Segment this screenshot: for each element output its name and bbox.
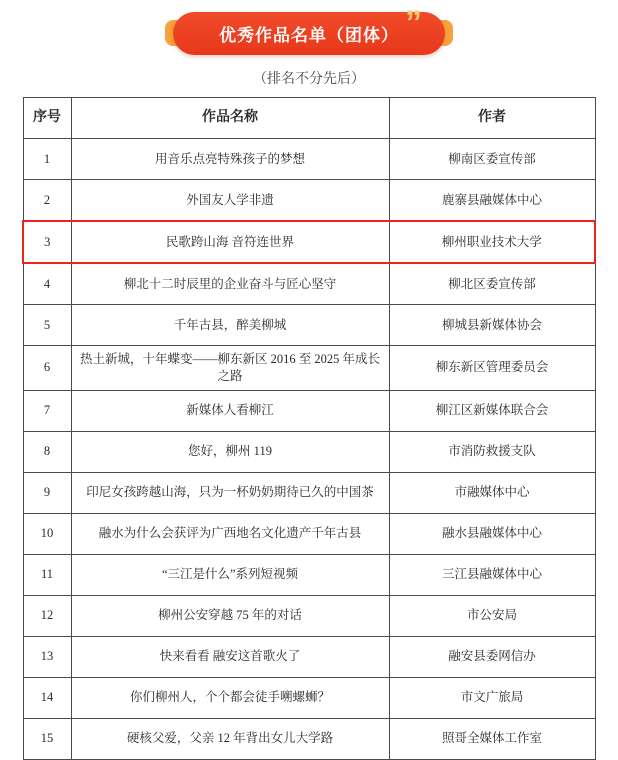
column-header-no: 序号 [23, 98, 71, 139]
table-row [23, 346, 595, 391]
cell-author: 鹿寨县融媒体中心 [389, 180, 595, 222]
cell-title: 印尼女孩跨越山海，只为一杯奶奶期待已久的中国茶 [71, 472, 389, 513]
cell-author: 三江县融媒体中心 [389, 554, 595, 595]
cell-no: 3 [23, 221, 71, 263]
cell-author: 市文广旅局 [389, 677, 595, 718]
table-row [23, 390, 595, 431]
cell-author: 市消防救援支队 [389, 431, 595, 472]
table-area [0, 97, 618, 760]
banner-title: 优秀作品名单（团体） [219, 25, 399, 45]
cell-title: 硬核父爱，父亲 12 年背出女儿大学路 [71, 718, 389, 759]
table-row [23, 431, 595, 472]
cell-no: 1 [23, 139, 71, 180]
table-row [23, 139, 595, 180]
cell-no: 6 [23, 346, 71, 391]
cell-no: 7 [23, 390, 71, 431]
cell-author: 照哥全媒体工作室 [389, 718, 595, 759]
cell-title: 千年古县，醉美柳城 [71, 305, 389, 346]
cell-no: 2 [23, 180, 71, 222]
table-row [23, 263, 595, 305]
subtitle: （排名不分先后） [253, 72, 365, 87]
table-header-row [23, 98, 595, 139]
column-header-title: 作品名称 [71, 98, 389, 139]
cell-title: 外国友人学非遗 [71, 180, 389, 222]
table-body [23, 139, 595, 760]
cell-no: 12 [23, 595, 71, 636]
cell-no: 13 [23, 636, 71, 677]
header-banner-wrapper [0, 0, 618, 66]
cell-title: “三江是什么”系列短视频 [71, 554, 389, 595]
cell-no: 11 [23, 554, 71, 595]
cell-title: 融水为什么会获评为广西地名文化遗产千年古县 [71, 513, 389, 554]
quote-mark-icon: ” [405, 3, 423, 42]
table-header [23, 98, 595, 139]
cell-title: 新媒体人看柳江 [71, 390, 389, 431]
cell-title: 用音乐点亮特殊孩子的梦想 [71, 139, 389, 180]
cell-no: 5 [23, 305, 71, 346]
cell-title: 柳州公安穿越 75 年的对话 [71, 595, 389, 636]
table-row [23, 636, 595, 677]
cell-no: 9 [23, 472, 71, 513]
cell-no: 8 [23, 431, 71, 472]
table-row [23, 677, 595, 718]
cell-author: 市融媒体中心 [389, 472, 595, 513]
table-row [23, 513, 595, 554]
cell-no: 15 [23, 718, 71, 759]
cell-title: 您好，柳州 119 [71, 431, 389, 472]
table-row [23, 221, 595, 263]
cell-author: 融安县委网信办 [389, 636, 595, 677]
table-row [23, 554, 595, 595]
cell-author: 柳北区委宣传部 [389, 263, 595, 305]
cell-title: 热土新城，十年蝶变——柳东新区 2016 至 2025 年成长之路 [71, 346, 389, 391]
cell-title: 民歌跨山海 音符连世界 [71, 221, 389, 263]
cell-title: 快来看看 融安这首歌火了 [71, 636, 389, 677]
cell-author: 柳南区委宣传部 [389, 139, 595, 180]
cell-author: 柳州职业技术大学 [389, 221, 595, 263]
cell-author: 柳东新区管理委员会 [389, 346, 595, 391]
cell-author: 柳江区新媒体联合会 [389, 390, 595, 431]
cell-no: 14 [23, 677, 71, 718]
cell-author: 融水县融媒体中心 [389, 513, 595, 554]
cell-author: 柳城县新媒体协会 [389, 305, 595, 346]
table-row [23, 472, 595, 513]
table-row [23, 305, 595, 346]
table-row [23, 718, 595, 759]
cell-no: 4 [23, 263, 71, 305]
cell-title: 柳北十二时辰里的企业奋斗与匠心坚守 [71, 263, 389, 305]
cell-no: 10 [23, 513, 71, 554]
table-row [23, 595, 595, 636]
header-banner [173, 3, 445, 55]
cell-author: 市公安局 [389, 595, 595, 636]
column-header-author: 作者 [389, 98, 595, 139]
works-table [22, 97, 596, 760]
cell-title: 你们柳州人，个个都会徒手嗍螺蛳？ [71, 677, 389, 718]
table-row [23, 180, 595, 222]
